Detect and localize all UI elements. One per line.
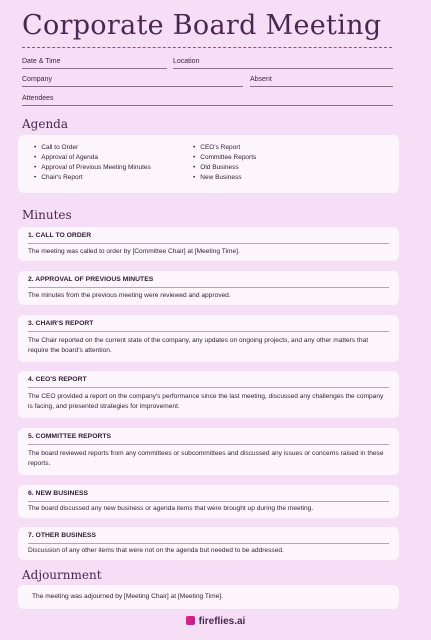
minutes-section-body: The meeting was called to order by [Committee Chair] at [Meeting Time]. bbox=[28, 248, 240, 255]
agenda-list-left bbox=[34, 143, 151, 183]
location-field[interactable]: Location bbox=[173, 58, 393, 69]
document-title: Corporate Board Meeting bbox=[22, 10, 382, 41]
minutes-section-title: 1. CALL TO ORDER bbox=[28, 232, 389, 244]
minutes-section-title: 2. APPROVAL OF PREVIOUS MINUTES bbox=[28, 276, 389, 288]
minutes-section-body: Discussion of any other items that were not on the agenda but needed to be addressed. bbox=[28, 547, 284, 554]
agenda-list-right bbox=[193, 143, 256, 183]
minutes-section-body: The CEO provided a report on the company's performance since the last meeting, discussed any challenges the company is facing, and presented strategies for improvement. bbox=[28, 393, 384, 410]
minutes-section bbox=[18, 527, 399, 560]
minutes-section bbox=[18, 371, 399, 418]
agenda-item: • Chair's Report bbox=[34, 173, 151, 183]
company-field[interactable]: Company bbox=[22, 76, 243, 87]
agenda-item: • Approval of Previous Meeting Minutes bbox=[34, 163, 151, 173]
adjournment-body: The meeting was adjourned by [Meeting Chair] at [Meeting Time]. bbox=[32, 593, 223, 600]
agenda-card bbox=[18, 135, 399, 193]
minutes-section-body: The Chair reported on the current state of the company, any updates on ongoing projects, and any other matters that require the board's attention. bbox=[28, 337, 369, 354]
agenda-item: • Committee Reports bbox=[193, 153, 256, 163]
absent-field[interactable]: Absent bbox=[250, 76, 393, 87]
date-time-field[interactable]: Date & Time bbox=[22, 58, 167, 69]
agenda-item: • Call to Order bbox=[34, 143, 151, 153]
minutes-section-body: The board discussed any new business or agenda items that were brought up during the meeting. bbox=[28, 505, 314, 512]
agenda-item: • Approval of Agenda bbox=[34, 153, 151, 163]
minutes-section-title: 7. OTHER BUSINESS bbox=[28, 532, 389, 544]
minutes-section-title: 6. NEW BUSINESS bbox=[28, 490, 389, 502]
brand-name: fireflies.ai bbox=[198, 616, 246, 627]
minutes-section bbox=[18, 315, 399, 362]
adjournment-heading: Adjournment bbox=[22, 568, 102, 582]
agenda-item: • CEO's Report bbox=[193, 143, 256, 153]
minutes-section bbox=[18, 227, 399, 261]
minutes-section bbox=[18, 271, 399, 305]
adjournment-card bbox=[18, 585, 399, 609]
fireflies-logo-icon bbox=[186, 616, 195, 625]
minutes-section-title: 5. COMMITTEE REPORTS bbox=[28, 433, 389, 445]
minutes-section-body: The minutes from the previous meeting were reviewed and approved. bbox=[28, 292, 231, 299]
attendees-field[interactable]: Attendees bbox=[22, 95, 393, 106]
agenda-item: • Old Business bbox=[193, 163, 256, 173]
footer-brand[interactable] bbox=[0, 616, 431, 627]
title-divider bbox=[22, 47, 392, 48]
minutes-section bbox=[18, 428, 399, 475]
minutes-section-title: 4. CEO'S REPORT bbox=[28, 376, 389, 388]
agenda-item: • New Business bbox=[193, 173, 256, 183]
minutes-section-body: The board reviewed reports from any committees or subcommittees and discussed any issues or concerns raised in these reports. bbox=[28, 450, 384, 467]
minutes-section bbox=[18, 485, 399, 518]
minutes-heading: Minutes bbox=[22, 208, 72, 222]
minutes-section-title: 3. CHAIR'S REPORT bbox=[28, 320, 389, 332]
agenda-heading: Agenda bbox=[22, 117, 69, 131]
